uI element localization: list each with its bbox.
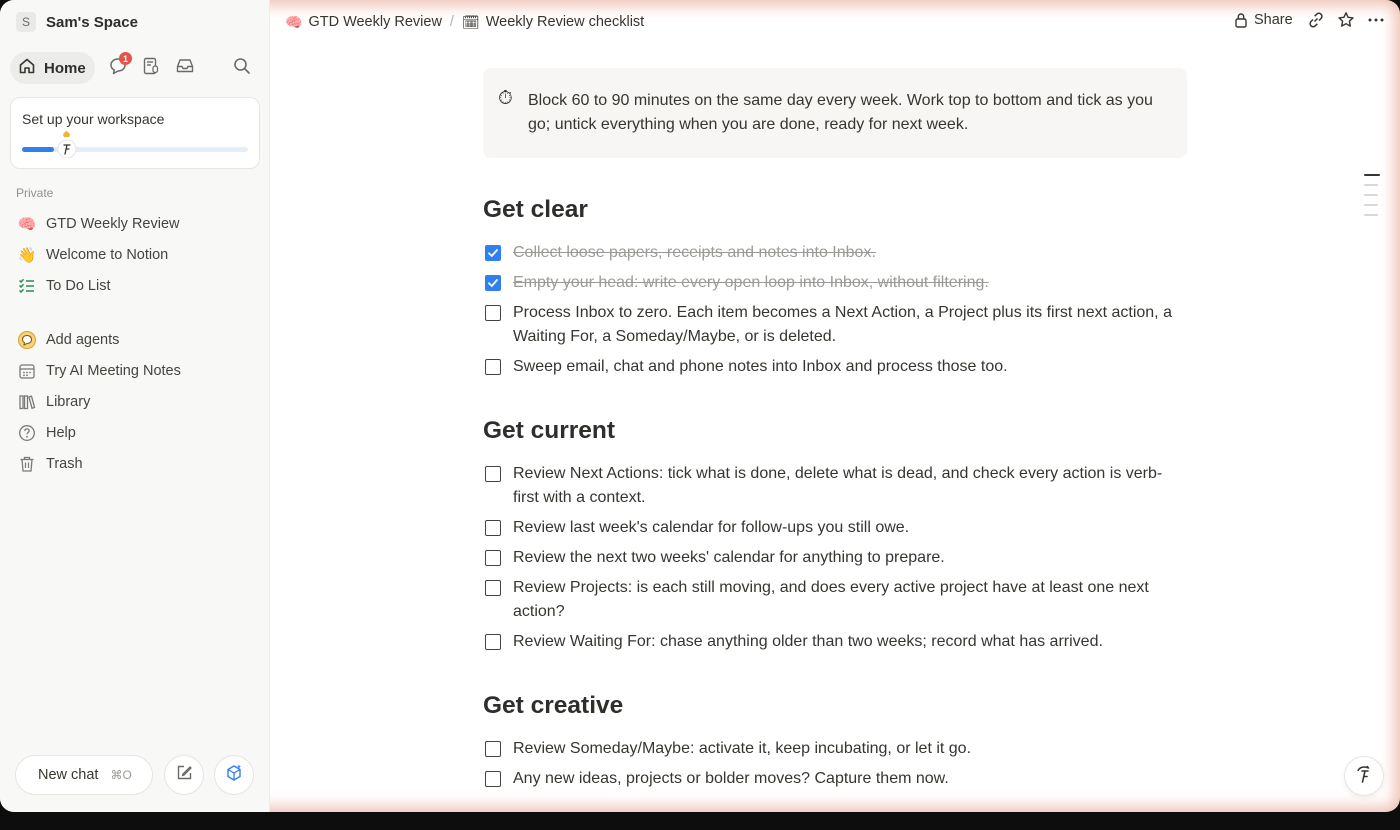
breadcrumb-current[interactable] <box>462 14 644 31</box>
agents-icon <box>16 329 38 351</box>
callout-text: Block 60 to 90 minutes on the same day every week. Work top to bottom and tick as you go; untick everything when you are done, ready for next week. <box>528 92 1153 133</box>
workspace-switcher[interactable] <box>16 11 138 33</box>
breadcrumb-separator: / <box>449 14 454 30</box>
todo-checkbox-checked[interactable] <box>485 275 501 291</box>
section-heading: Get current <box>483 417 616 444</box>
todo-text: Review the next two weeks' calendar for anything to prepare. <box>513 549 945 566</box>
notion-ai-button[interactable] <box>214 755 254 795</box>
ai-cube-icon <box>224 763 244 788</box>
home-icon <box>18 57 36 80</box>
library-icon <box>16 391 38 413</box>
checklist-icon <box>16 275 38 297</box>
sidebar-item-to-do-list[interactable] <box>16 274 110 298</box>
todo-item[interactable] <box>485 241 1185 265</box>
toc-line <box>1364 214 1378 216</box>
sidebar-item-label: Library <box>46 394 91 410</box>
todo-item[interactable] <box>485 737 1185 761</box>
compose-icon <box>175 764 193 787</box>
sidebar-bottom-bar <box>15 755 260 797</box>
todo-text: Process Inbox to zero. Each item becomes a Next Action, a Project plus its first next action, a Waiting For, a Someday/Maybe, or is deleted. <box>513 304 1172 345</box>
setup-title: Set up your workspace <box>22 111 165 127</box>
setup-progress-fill <box>22 147 54 152</box>
new-chat-shortcut: ⌘O <box>110 768 132 782</box>
sidebar-item-welcome-to-notion[interactable] <box>16 243 168 267</box>
home-button[interactable] <box>10 52 95 84</box>
section-heading: Get creative <box>483 692 624 719</box>
sidebar-item-add-agents[interactable] <box>16 328 119 352</box>
share-label: Share <box>1254 12 1293 28</box>
toc-line <box>1364 204 1378 206</box>
inbox-button[interactable] <box>174 57 196 79</box>
todo-item[interactable] <box>485 546 1185 570</box>
todo-item[interactable] <box>485 301 1185 349</box>
todo-item[interactable] <box>485 576 1185 624</box>
todo-text: Review Next Actions: tick what is done, delete what is dead, and check every action is verb-first with a context. <box>513 465 1163 506</box>
ai-assistant-button[interactable] <box>1344 756 1384 796</box>
todo-text: Sweep email, chat and phone notes into Inbox and process those too. <box>513 358 1008 375</box>
search-button[interactable] <box>231 57 253 79</box>
todo-item[interactable] <box>485 516 1185 540</box>
todo-checkbox[interactable] <box>485 466 501 482</box>
todo-checkbox[interactable] <box>485 359 501 375</box>
todo-checkbox[interactable] <box>485 305 501 321</box>
todo-checkbox[interactable] <box>485 520 501 536</box>
toc-line <box>1364 174 1380 176</box>
search-icon <box>232 56 252 81</box>
section-heading: Get clear <box>483 196 588 223</box>
setup-workspace-card[interactable] <box>10 97 260 169</box>
sidebar-item-label: Trash <box>46 456 83 472</box>
calendar-page-icon: 🗓 <box>461 13 480 30</box>
star-icon <box>1337 11 1355 34</box>
todo-checkbox-checked[interactable] <box>485 245 501 261</box>
workspace-avatar: S <box>16 12 36 32</box>
todo-checkbox[interactable] <box>485 634 501 650</box>
sidebar-item-ai-meeting-notes[interactable] <box>16 359 181 383</box>
new-page-button[interactable] <box>164 755 204 795</box>
home-label: Home <box>44 59 86 77</box>
breadcrumb-parent-label: GTD Weekly Review <box>308 14 442 30</box>
trash-icon <box>16 453 38 475</box>
share-button[interactable] <box>1234 12 1293 28</box>
todo-item[interactable] <box>485 462 1185 510</box>
meeting-notes-icon <box>141 56 161 81</box>
calendar-icon <box>16 360 38 382</box>
toc-line <box>1364 184 1378 186</box>
todo-checkbox[interactable] <box>485 741 501 757</box>
todo-item[interactable] <box>485 355 1185 379</box>
progress-mascot-icon <box>53 128 79 158</box>
new-chat-label: New chat <box>38 767 99 783</box>
todo-text: Review Projects: is each still moving, and does every active project have at least one next action? <box>513 579 1149 620</box>
workspace-name: Sam's Space <box>46 13 138 31</box>
new-chat-button[interactable] <box>15 755 153 795</box>
copy-link-button[interactable] <box>1306 12 1326 32</box>
sidebar-item-label: Try AI Meeting Notes <box>46 363 181 379</box>
todo-text: Collect loose papers, receipts and notes into Inbox. <box>513 244 876 261</box>
sidebar-item-label: To Do List <box>46 278 111 294</box>
sidebar-item-label: Add agents <box>46 332 120 348</box>
sidebar-item-label: Welcome to Notion <box>46 247 169 263</box>
breadcrumb-current-label: Weekly Review checklist <box>485 14 645 30</box>
todo-checkbox[interactable] <box>485 771 501 787</box>
private-section-label: Private <box>16 186 54 200</box>
sidebar-item-help[interactable] <box>16 421 76 445</box>
notification-badge: 1 <box>119 52 132 65</box>
breadcrumb <box>285 12 644 32</box>
todo-item[interactable] <box>485 271 1185 295</box>
favorite-button[interactable] <box>1336 12 1356 32</box>
ellipsis-icon <box>1367 11 1385 34</box>
link-icon <box>1307 11 1325 34</box>
meeting-notes-button[interactable] <box>140 57 162 79</box>
breadcrumb-parent[interactable] <box>285 14 442 31</box>
inbox-chat-button[interactable] <box>107 53 129 79</box>
sidebar-item-library[interactable] <box>16 390 90 414</box>
sidebar-item-label: GTD Weekly Review <box>46 216 180 232</box>
sidebar-item-trash[interactable] <box>16 452 83 476</box>
sidebar <box>0 0 270 812</box>
inbox-tray-icon <box>175 56 195 81</box>
help-icon <box>16 422 38 444</box>
sidebar-toolbar <box>10 52 260 84</box>
brain-icon: 🧠 <box>285 13 303 30</box>
todo-text: Review Waiting For: chase anything older than two weeks; record what has arrived. <box>513 633 1103 650</box>
ai-face-icon <box>1353 763 1375 790</box>
table-of-contents-minimap[interactable] <box>1364 174 1380 224</box>
todo-text: Review last week's calendar for follow-ups you still owe. <box>513 519 910 536</box>
todo-text: Empty your head: write every open loop into Inbox, without filtering. <box>513 274 989 291</box>
lock-icon <box>1234 12 1248 28</box>
brain-icon: 🧠 <box>17 216 37 233</box>
sidebar-item-gtd-weekly-review[interactable] <box>16 212 179 236</box>
todo-item[interactable] <box>485 630 1185 654</box>
callout-block[interactable] <box>483 68 1187 158</box>
more-options-button[interactable] <box>1366 12 1386 32</box>
todo-checkbox[interactable] <box>485 580 501 596</box>
toc-line <box>1364 194 1378 196</box>
waving-hand-icon: 👋 <box>17 247 37 264</box>
todo-item[interactable] <box>485 767 1185 791</box>
todo-checkbox[interactable] <box>485 550 501 566</box>
stopwatch-icon: ⏱ <box>498 88 513 109</box>
sidebar-item-label: Help <box>46 425 76 441</box>
todo-text: Review Someday/Maybe: activate it, keep incubating, or let it go. <box>513 740 972 757</box>
todo-text: Any new ideas, projects or bolder moves? Capture them now. <box>513 770 949 787</box>
